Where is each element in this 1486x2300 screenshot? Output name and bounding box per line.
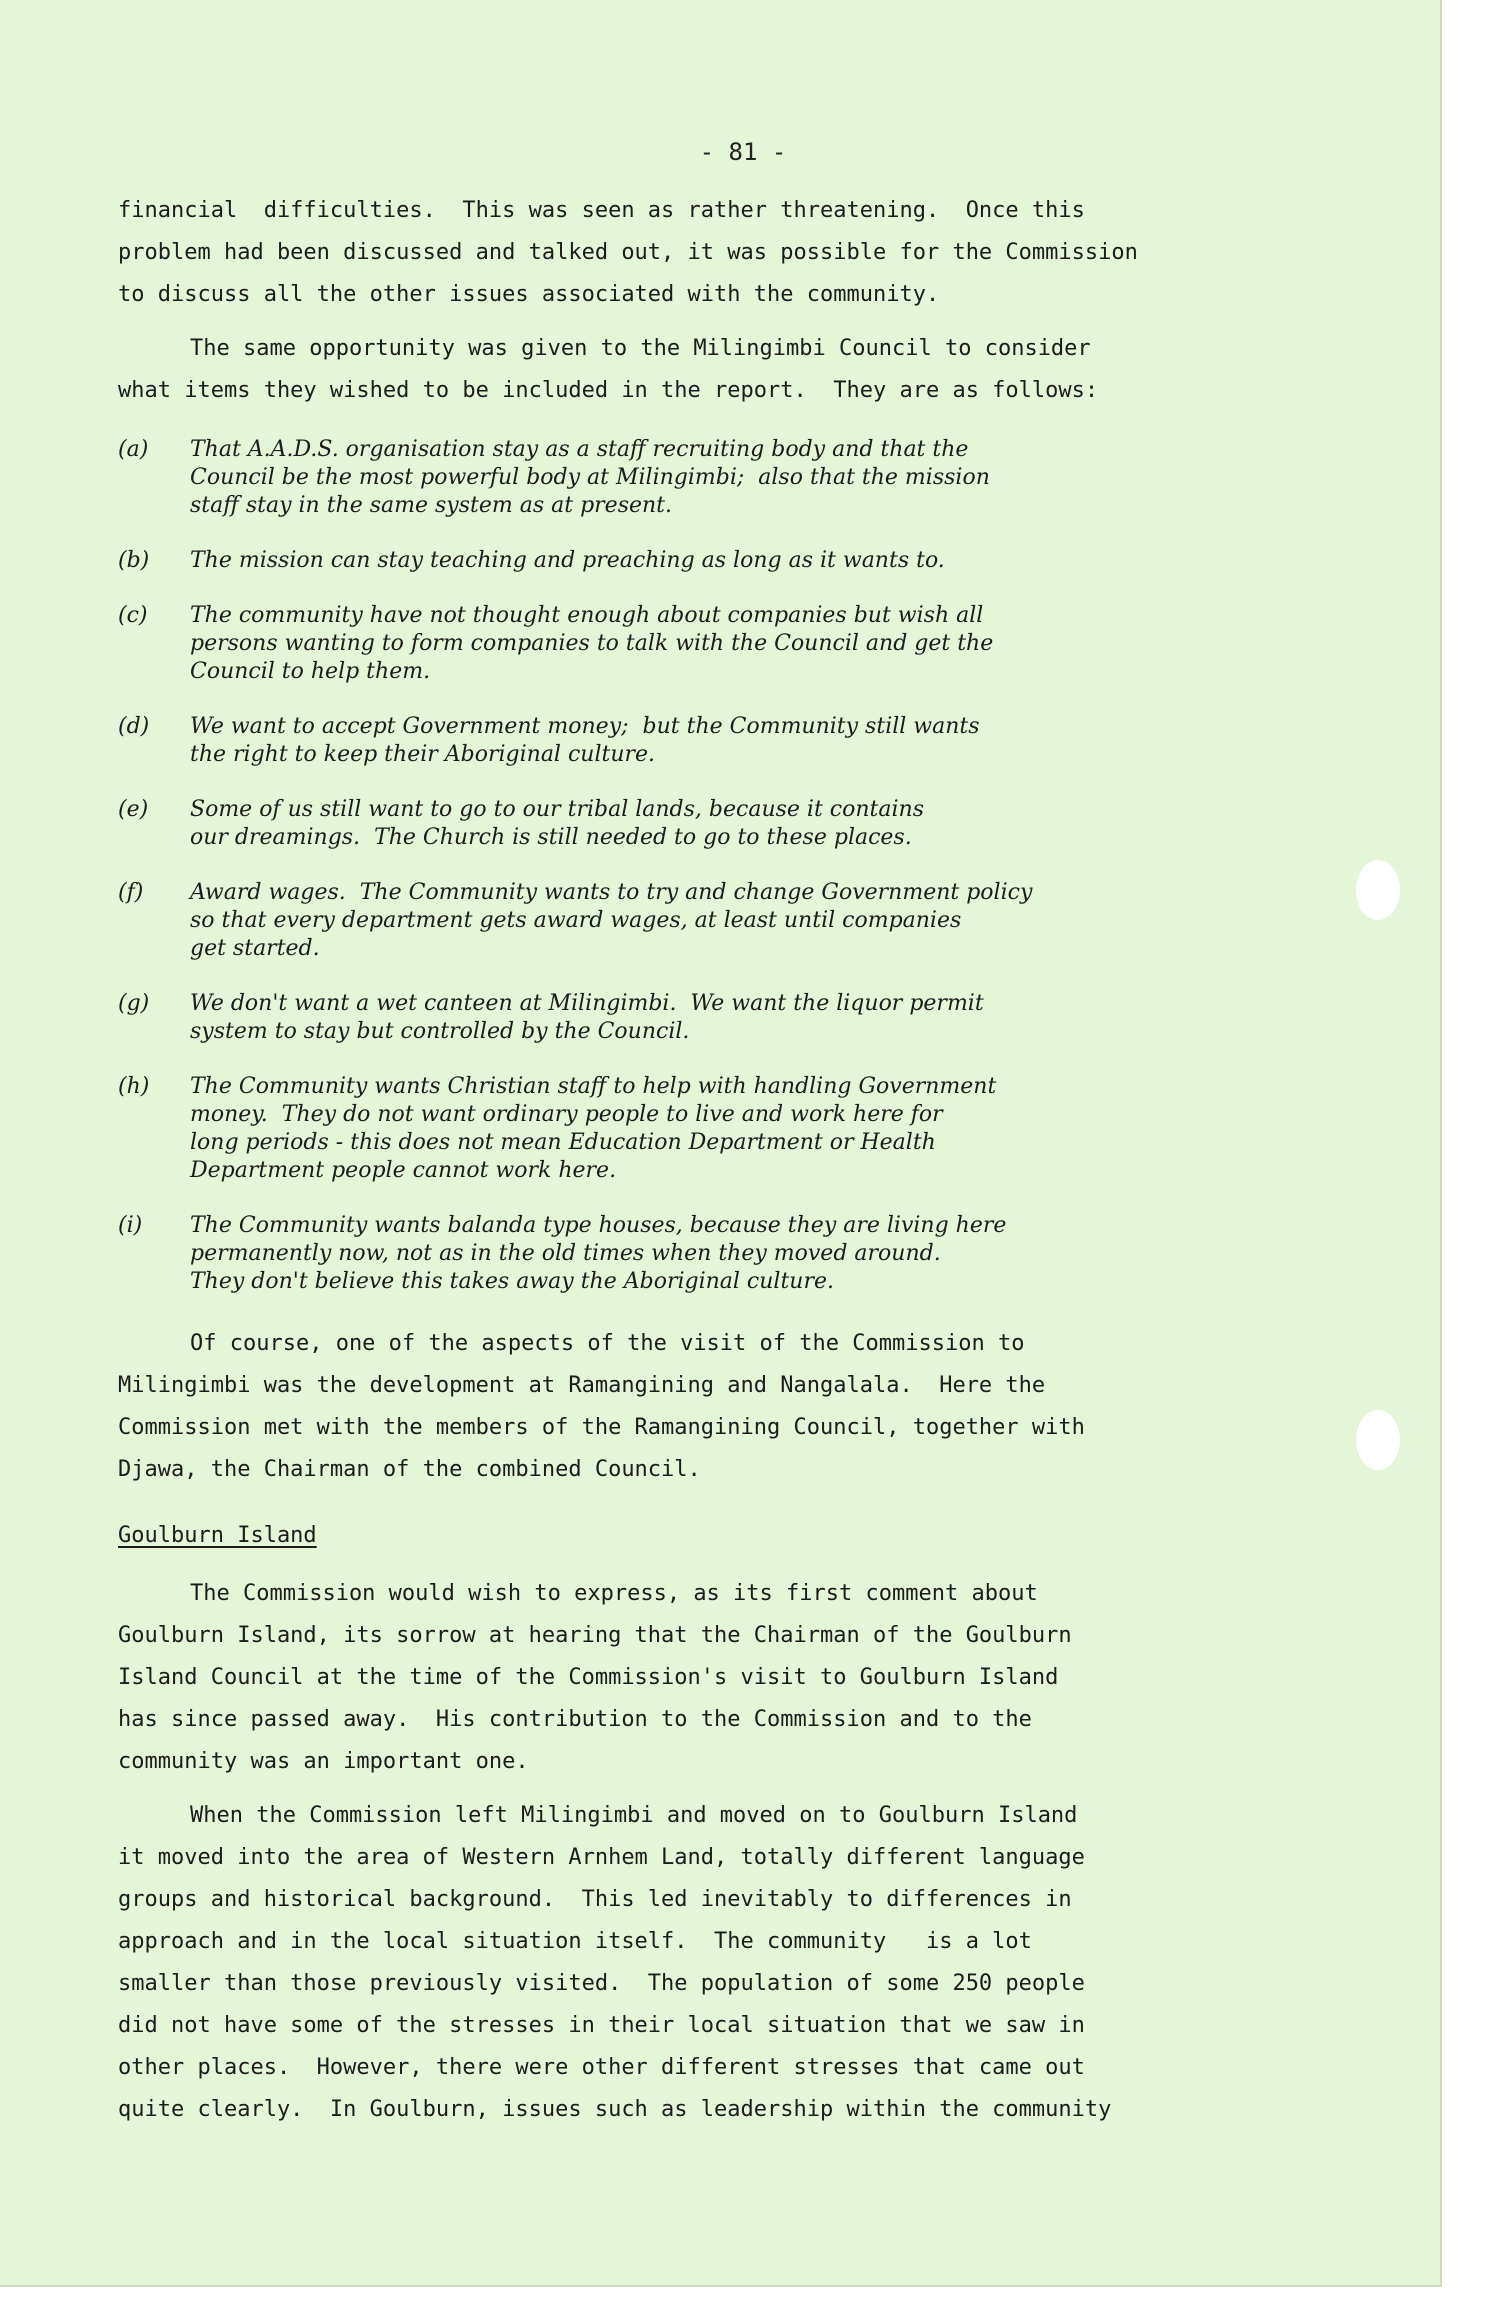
paragraph-goulburn-visit: When the Commission left Milingimbi and moved on to Goulburn Island it moved into the area of Western Arnhem Land, totally different language groups and historical background. This led inevitably to differences in approach and in the local situation itself. The community is a lot smaller than those previously visited. The population of some 250 people did not have some of the stresses in their local situation that we saw in other places. However, there were other different stresses that came out quite clearly. In Goulburn, issues such as leadership within the community xyxy=(118,1803,1112,2122)
paragraph-ramangining: Of course, one of the aspects of the visit of the Commission to Milingimbi was the development at Ramangining and Nangalala. Here the Commission met with the members of the Ramangining Council, together with Djawa, the Chairman of the combined Council. xyxy=(118,1331,1085,1482)
list-item xyxy=(118,990,1228,1046)
item-label: (b) xyxy=(118,548,150,573)
item-label: (d) xyxy=(118,714,150,739)
paragraph-continued: financial difficulties. This was seen as rather threatening. Once this problem had been discussed and talked out, it was possible for the Commission to discuss all the other issues associated with the community. xyxy=(118,198,1138,307)
list-item xyxy=(118,602,1228,686)
item-text: Award wages. The Community wants to try and change Government policy so that every department gets award wages, at least until companies get started. xyxy=(190,880,1033,961)
document-body xyxy=(118,190,1228,2131)
section-heading: Goulburn Island xyxy=(118,1523,317,1548)
list-item xyxy=(118,1212,1228,1296)
item-text: Some of us still want to go to our tribal lands, because it contains our dreamings. The Church is still needed to go to these places. xyxy=(190,797,924,850)
paragraph-council-intro: The same opportunity was given to the Milingimbi Council to consider what items they wished to be included in the report. They are as follows: xyxy=(118,336,1099,403)
punch-hole xyxy=(1356,860,1400,920)
page-number: - 81 - xyxy=(699,138,787,166)
paragraph-goulburn-sorrow: The Commission would wish to express, as its first comment about Goulburn Island, its sorrow at hearing that the Chairman of the Goulburn Island Council at the time of the Commission's visit to Goulburn Island has since passed away. His contribution to the Commission and to the community was an important one. xyxy=(118,1581,1072,1774)
item-text: That A.A.D.S. organisation stay as a staff recruiting body and that the Council be the most powerful body at Milingimbi; also that the mission staff stay in the same system as at present. xyxy=(190,437,990,518)
item-text: We want to accept Government money; but the Community still wants the right to keep their Aboriginal culture. xyxy=(190,714,980,767)
item-label: (h) xyxy=(118,1074,150,1099)
item-text: The Community wants balanda type houses, because they are living here permanently now, not as in the old times when they moved around. They don't believe this takes away the Aboriginal culture. xyxy=(190,1213,1007,1294)
item-text: The mission can stay teaching and preaching as long as it wants to. xyxy=(190,548,945,573)
item-text: The community have not thought enough about companies but wish all persons wanting to form companies to talk with the Council and get the Council to help them. xyxy=(190,603,994,684)
item-text: The Community wants Christian staff to help with handling Government money. They do not want ordinary people to live and work here for long periods - this does not mean Education Department or Health Department people cannot work here. xyxy=(190,1074,997,1183)
list-item xyxy=(118,713,1228,769)
item-label: (c) xyxy=(118,603,148,628)
item-text: We don't want a wet canteen at Milingimbi. We want the liquor permit system to stay but controlled by the Council. xyxy=(190,991,984,1044)
item-label: (a) xyxy=(118,437,149,462)
list-item xyxy=(118,1073,1228,1185)
punch-hole xyxy=(1356,1410,1400,1470)
list-item xyxy=(118,547,1228,575)
item-label: (i) xyxy=(118,1213,143,1238)
list-item xyxy=(118,436,1228,520)
item-label: (g) xyxy=(118,991,150,1016)
council-items-list xyxy=(118,436,1228,1296)
list-item xyxy=(118,796,1228,852)
list-item xyxy=(118,879,1228,963)
item-label: (e) xyxy=(118,797,149,822)
item-label: (f) xyxy=(118,880,144,905)
